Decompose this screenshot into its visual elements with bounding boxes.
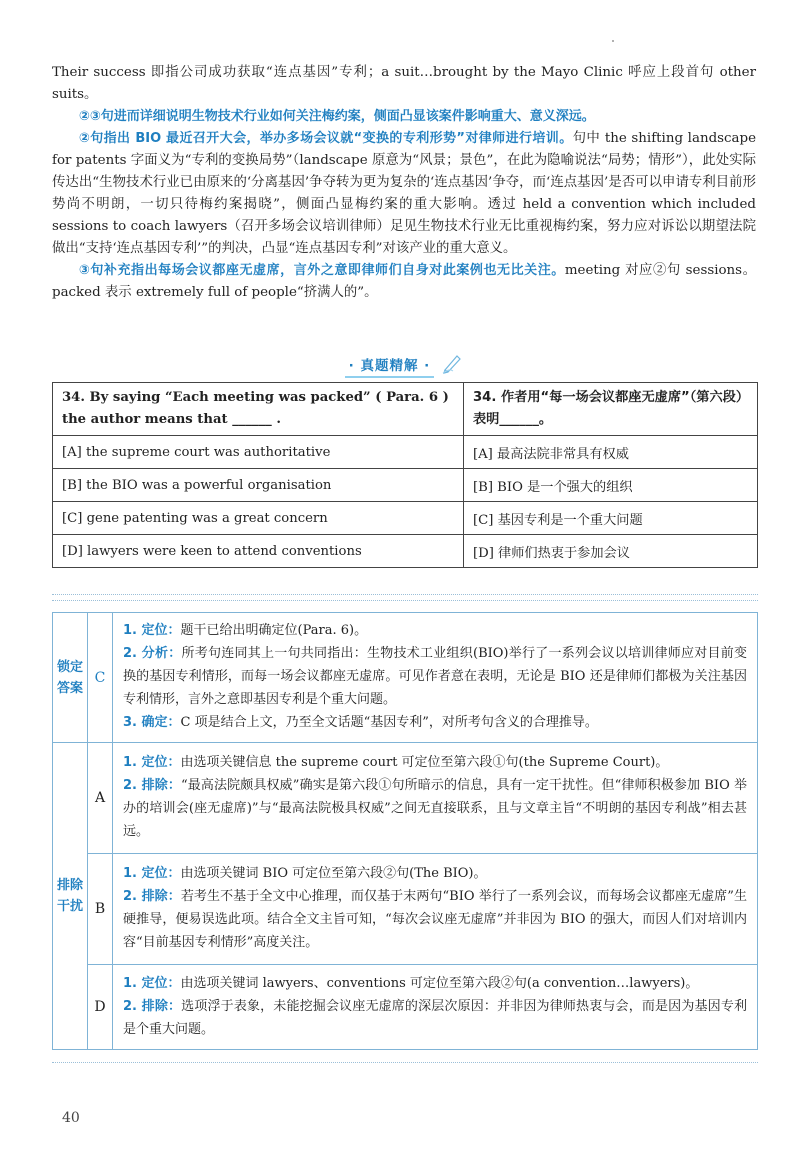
- option-en: [B] the BIO was a powerful organisation: [53, 469, 464, 502]
- answer-analysis-table: [52, 612, 758, 1050]
- option-row-a: [53, 436, 758, 469]
- highlight-sentence: ③句补充指出每场会议都座无虚席，言外之意即律师们自身对此案例也无比关注。: [78, 263, 565, 278]
- pen-icon: [441, 352, 463, 378]
- step-label: 2. 分析：: [123, 646, 182, 661]
- step-text: 由选项关键词 BIO 可定位至第六段②句(The BIO)。: [180, 866, 487, 881]
- dotted-divider: [52, 594, 758, 595]
- step-text: 由选项关键词 lawyers、conventions 可定位至第六段②句(a convention…lawyers)。: [180, 975, 699, 991]
- passage-paragraph-1: Their success 即指公司成功获取“连点基因”专利；a suit…brought by the Mayo Clinic 呼应上段首句 other suits。: [52, 65, 756, 102]
- explanation-line: [123, 862, 747, 885]
- step-text: 若考生不基于全文中心推理，而仅基于末两句“BIO 举行了一系列会议，而每场会议都座无虚席”生硬推导，便易误选此项。结合全文主旨可知，“每次会议座无虚席”并非因为 BIO 的强大，而因人们对培训内容“目前基因专利情形”高度关注。: [123, 889, 747, 950]
- passage-paragraph-4: [52, 260, 756, 304]
- exclude-distractor-category: 排除干扰: [53, 743, 88, 1050]
- option-zh: [D] 律师们热衷于参加会议: [464, 535, 758, 568]
- step-label: 1. 定位：: [123, 975, 181, 991]
- step-label: 3. 确定：: [123, 715, 181, 730]
- question-stem-zh-text: 34. 作者用“每一场会议都座无虚席”（第六段）表明______。: [473, 390, 743, 427]
- step-text: 选项浮于表象，未能挖掘会议座无虚席的深层次原因：并非因为律师热衷与会，而是因为基因专利是个重大问题。: [123, 998, 747, 1037]
- explanation-line: [123, 972, 747, 995]
- step-text: C 项是结合上文，乃至全文话题“基因专利”，对所考句含义的合理推导。: [180, 715, 598, 730]
- option-en: [C] gene patenting was a great concern: [53, 502, 464, 535]
- distractor-letter: D: [88, 965, 113, 1050]
- distractor-explanation: [113, 965, 758, 1050]
- option-zh: [C] 基因专利是一个重大问题: [464, 502, 758, 535]
- page-number: 40: [62, 1110, 80, 1126]
- option-zh: [A] 最高法院非常具有权威: [464, 436, 758, 469]
- exclude-row-b: [53, 854, 758, 965]
- dotted-divider: [52, 600, 758, 601]
- step-label: 2. 排除：: [123, 998, 182, 1014]
- paragraph-text: meeting 对应②句 sessions。packed 表示 extremely full of people“挤满人的”。: [52, 263, 756, 300]
- exclude-row-d: [53, 965, 758, 1050]
- highlight-sentence: ②③句进而详细说明生物技术行业如何关注梅约案，侧面凸显该案件影响重大、意义深远。: [78, 109, 595, 124]
- correct-answer-letter: C: [88, 613, 113, 743]
- passage-paragraph-3: [52, 128, 756, 260]
- distractor-letter: A: [88, 743, 113, 854]
- section-title-label: · 真题精解 ·: [345, 354, 435, 378]
- question-table: [52, 382, 758, 568]
- step-label: 2. 排除：: [123, 889, 181, 904]
- step-label: 1. 定位：: [123, 866, 181, 881]
- lock-answer-row: [53, 613, 758, 743]
- explanation-line: [123, 619, 747, 642]
- step-label: 1. 定位：: [123, 623, 181, 638]
- explanation-line: [123, 711, 747, 734]
- distractor-explanation: [113, 743, 758, 854]
- question-stem-row: [53, 383, 758, 436]
- step-label: 1. 定位：: [123, 755, 181, 770]
- explanation-line: [123, 885, 747, 954]
- lock-answer-explanation: [113, 613, 758, 743]
- step-text: 题干已给出明确定位(Para. 6)。: [180, 623, 368, 638]
- option-zh: [B] BIO 是一个强大的组织: [464, 469, 758, 502]
- option-row-c: [53, 502, 758, 535]
- exclude-row-a: [53, 743, 758, 854]
- question-stem-en: [53, 383, 464, 436]
- step-label: 2. 排除：: [123, 778, 182, 793]
- step-text: “最高法院颇具权威”确实是第六段①句所暗示的信息，具有一定干扰性。但“律师积极参加 BIO 举办的培训会(座无虚席)”与“最高法院极具权威”之间无直接联系，且与文章主旨“不明朗的基因专利战”相去甚远。: [123, 778, 747, 839]
- explanation-line: [123, 774, 747, 843]
- question-stem-en-text: 34. By saying “Each meeting was packed” ( Para. 6 ) the author means that ______ .: [62, 390, 449, 427]
- distractor-explanation: [113, 854, 758, 965]
- explanation-line: [123, 642, 747, 711]
- option-row-d: [53, 535, 758, 568]
- section-title: [52, 352, 756, 376]
- dotted-divider: [52, 1062, 758, 1063]
- step-text: 所考句连同其上一句共同指出：生物技术工业组织(BIO)举行了一系列会议以培训律师应对目前变换的基因专利情形，而每一场会议都座无虚席。可见作者意在表明，无论是 BIO 还是律师们都极为关注基因专利情形，言外之意即基因专利是个重大问题。: [123, 646, 747, 707]
- highlight-sentence: ②句指出 BIO 最近召开大会，举办多场会议就“变换的专利形势”对律师进行培训。: [78, 131, 573, 146]
- paragraph-text: 句中 the shifting landscape for patents 字面义为“专利的变换局势”（landscape 原意为“风景；景色”，在此为隐喻说法“局势；情形”），此处实际传达出“生物技术行业已由原来的‘分离基因’争夺转为更为复杂的‘连点基因’争夺，而‘连点基因’是否可以申请专利目前形势尚不明朗，一切只待梅约案揭晓”，侧面凸显梅约案的重大影响。透过 held a convention which included sessions to coach lawyers（召开多场会议培训律师）足见生物技术行业无比重视梅约案，努力应对诉讼以期望法院做出“支持‘连点基因专利’”的判决，凸显“连点基因专利”对该产业的重大意义。: [52, 131, 756, 256]
- lock-answer-category: 锁定答案: [53, 613, 88, 743]
- passage-analysis: [52, 62, 756, 304]
- question-stem-zh: [464, 383, 758, 436]
- passage-paragraph-2: [52, 106, 756, 128]
- option-en: [A] the supreme court was authoritative: [53, 436, 464, 469]
- explanation-line: [123, 751, 747, 774]
- distractor-letter: B: [88, 854, 113, 965]
- explanation-line: [123, 995, 747, 1041]
- option-row-b: [53, 469, 758, 502]
- step-text: 由选项关键信息 the supreme court 可定位至第六段①句(the Supreme Court)。: [180, 755, 669, 770]
- option-en: [D] lawyers were keen to attend conventions: [53, 535, 464, 568]
- scan-speck: [612, 40, 614, 42]
